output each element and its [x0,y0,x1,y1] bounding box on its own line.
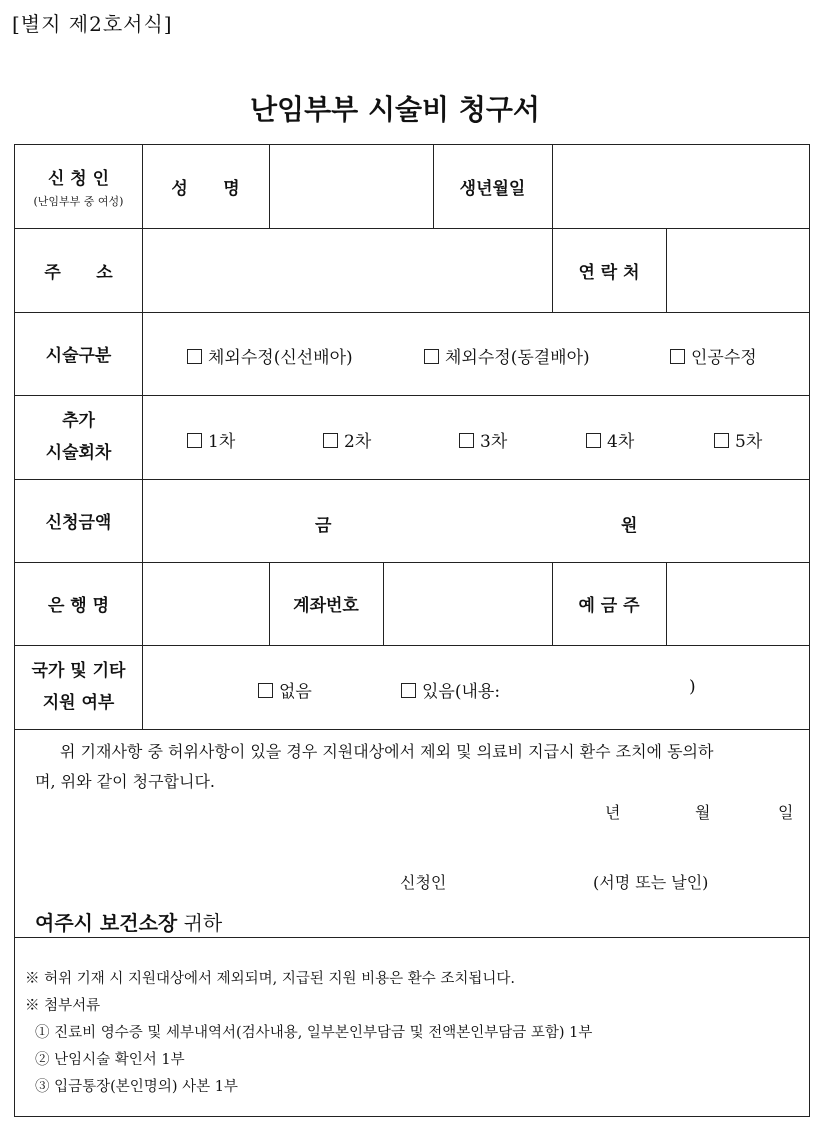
checkbox-icon[interactable] [323,433,338,448]
procedure-type-label: 시술구분 [45,346,112,366]
support-option-label: 없음 [279,682,312,702]
checkbox-icon[interactable] [187,433,202,448]
date-month-label: 월 [695,803,711,822]
support-option-none[interactable] [258,677,312,702]
support-detail-close: ) [689,677,696,697]
other-support-label [15,645,142,729]
name-label: 성 명 [171,179,240,199]
contact-field[interactable] [666,228,809,312]
attachment-item: ① 진료비 영수증 및 세부내역서(검사내용, 일부본인부담금 및 전액본인부담금 포함) 1부 [35,1025,593,1041]
round-option-label: 1차 [208,432,236,452]
checkbox-icon[interactable] [187,349,202,364]
procedure-option-label: 인공수정 [691,348,757,368]
checkbox-icon[interactable] [670,349,685,364]
other-support-label-line1: 국가 및 기타 [31,661,126,681]
other-support-label-line2: 지원 여부 [42,693,115,713]
birth-date-label: 생년월일 [459,179,526,199]
declaration-line-1: 위 기재사항 중 허위사항이 있을 경우 지원대상에서 제외 및 의료비 지급시 환수 조치에 동의하 [60,742,714,761]
checkbox-icon[interactable] [258,683,273,698]
checkbox-icon[interactable] [424,349,439,364]
procedure-option-fresh[interactable] [187,343,353,368]
address-label: 주 소 [44,262,113,283]
extra-round-label [15,395,142,479]
round-option-label: 2차 [344,432,372,452]
round-option-5[interactable] [714,427,762,452]
recipient [35,907,222,936]
amount-suffix: 원 [621,516,638,536]
round-option-4[interactable] [586,427,634,452]
round-option-label: 3차 [480,432,508,452]
date-day-label: 일 [778,803,794,822]
bank-name-field[interactable] [142,562,269,645]
checkbox-icon[interactable] [586,433,601,448]
account-number-label: 계좌번호 [293,596,359,616]
form-number-label: [별지 제2호서식] [12,12,173,36]
amount-prefix: 금 [315,516,332,536]
date-year-label: 년 [605,803,621,822]
name-field[interactable] [269,145,433,228]
extra-round-label-line1: 추가 [62,411,95,431]
round-option-1[interactable] [187,427,235,452]
amount-field[interactable] [345,479,615,562]
birth-date-field[interactable] [552,145,809,228]
signer-label: 신청인 [400,873,447,892]
amount-label: 신청금액 [45,513,112,533]
contact-label: 연 락 처 [578,262,640,283]
round-option-label: 4차 [607,432,635,452]
applicant-label [15,145,142,228]
applicant-label-text: 신 청 인 [47,169,110,189]
checkbox-icon[interactable] [459,433,474,448]
support-option-label: 있음(내용: [422,682,501,702]
extra-round-label-line2: 시술회차 [45,443,112,463]
account-holder-field[interactable] [666,562,809,645]
recipient-org: 여주시 보건소장 [35,911,178,935]
document-title: 난임부부 시술비 청구서 [250,93,540,126]
applicant-sublabel: (난임부부 중 여성) [33,195,124,208]
account-number-field[interactable] [383,562,552,645]
signature-label: (서명 또는 날인) [593,873,709,892]
procedure-option-frozen[interactable] [424,343,590,368]
procedure-option-label: 체외수정(동결배아) [445,348,590,368]
round-option-3[interactable] [459,427,507,452]
procedure-option-label: 체외수정(신선배아) [208,348,353,368]
checkbox-icon[interactable] [401,683,416,698]
attachment-item: ② 난임시술 확인서 1부 [35,1052,185,1068]
warning-note: ※ 허위 기재 시 지원대상에서 제외되며, 지급된 지원 비용은 환수 조치됩니다. [25,971,516,987]
attachment-item: ③ 입금통장(본인명의) 사본 1부 [35,1079,238,1095]
account-holder-label: 예 금 주 [578,596,640,616]
checkbox-icon[interactable] [714,433,729,448]
round-option-2[interactable] [323,427,371,452]
address-field[interactable] [142,228,552,312]
procedure-option-artificial[interactable] [670,343,757,368]
declaration-line-2: 며, 위와 같이 청구합니다. [35,772,215,791]
bank-name-label: 은 행 명 [47,596,110,616]
support-option-yes[interactable] [401,677,500,702]
recipient-suffix: 귀하 [183,911,223,935]
round-option-label: 5차 [735,432,763,452]
claim-form [14,144,810,1117]
attachments-title: ※ 첨부서류 [25,998,101,1014]
